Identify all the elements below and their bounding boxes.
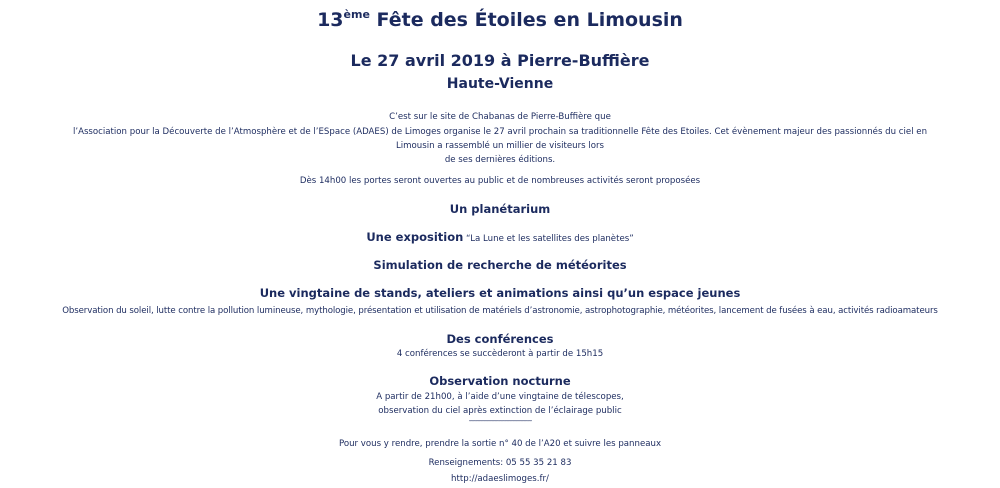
stands-heading: Une vingtaine de stands, ateliers et animations ainsi qu’un espace jeunes [259, 286, 741, 300]
stands-detail: Observation du soleil, lutte contre la pollution lumineuse, mythologie, présentation et utilisation de matériels d’astronomie, astrophotographie, météorites, lancement de fusées à eau, activités radioamateurs [62, 306, 938, 316]
title-number: 13 [317, 9, 344, 31]
intro-line-2: l’Association pour la Découverte de l’Atmosphère et de l’ESpace (ADAES) de Limoges organise le 27 avril prochain sa traditionnelle Fête des Etoiles. Cet évènement majeur des passionnés du ciel en [72, 127, 928, 137]
event-region: Haute-Vienne [446, 76, 554, 92]
intro-line-1: C’est sur le site de Chabanas de Pierre-Buffière que [389, 112, 611, 122]
night-observation-heading: Observation nocturne [429, 374, 571, 388]
conferences-heading: Des conférences [446, 332, 554, 346]
opening-hours: Dès 14h00 les portes seront ouvertes au public et de nombreuses activités seront proposées [299, 176, 701, 186]
meteorites-heading: Simulation de recherche de météorites [373, 258, 627, 272]
separator-line: ----------------------------------------- [468, 417, 532, 425]
title-superscript: ème [343, 8, 370, 21]
event-date-location: Le 27 avril 2019 à Pierre-Buffière [350, 51, 650, 70]
night-observation-detail-2: observation du ciel après extinction de l’éclairage public [378, 406, 622, 416]
directions: Pour vous y rendre, prendre la sortie n° 40 de l’A20 et suivre les panneaux [338, 439, 662, 449]
exposition-heading [0, 230, 1000, 244]
conferences-detail: 4 conférences se succèderont à partir de 15h15 [396, 349, 604, 359]
intro-line-4: de ses dernières éditions. [444, 155, 556, 165]
planetarium-heading: Un planétarium [449, 202, 551, 216]
title-text: Fête des Étoiles en Limousin [369, 9, 683, 31]
website-link[interactable]: http://adaeslimoges.fr/ [451, 474, 549, 484]
exposition-title: “La Lune et les satellites des planètes” [463, 234, 634, 244]
night-observation-detail-1: A partir de 21h00, à l’aide d’une vingtaine de télescopes, [376, 392, 624, 402]
page-title [0, 8, 1000, 31]
intro-line-3: Limousin a rassemblé un millier de visiteurs lors [396, 141, 604, 151]
exposition-label: Une exposition [366, 230, 464, 244]
contact-phone: Renseignements: 05 55 35 21 83 [428, 458, 572, 468]
